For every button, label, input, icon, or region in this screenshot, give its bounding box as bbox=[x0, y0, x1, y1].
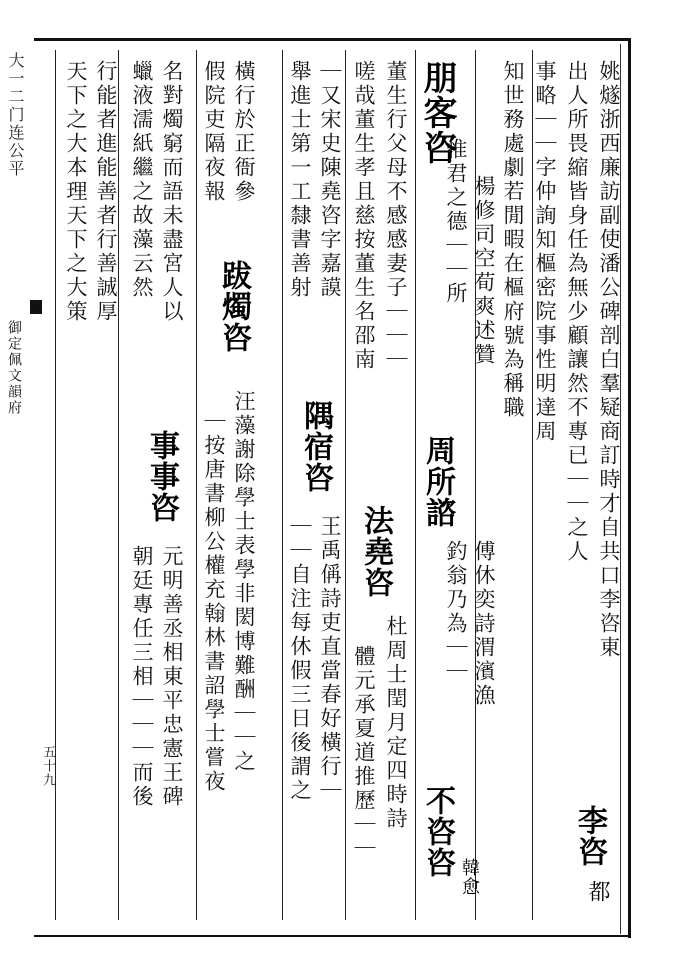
frame-right-rule bbox=[628, 38, 631, 938]
text-column: 元明善丞相東平忠憲王碑 bbox=[160, 545, 184, 809]
headword: 都 bbox=[585, 880, 610, 903]
text-column: 舉進士第一工隸書善射 bbox=[288, 60, 312, 300]
column-divider bbox=[345, 50, 346, 920]
text-column: 知世務處劇若閒暇在樞府號為稱職 bbox=[501, 60, 525, 420]
text-column: 朝廷專任三相｜｜｜而後 bbox=[130, 545, 154, 809]
text-column: 杜周士閏月定四時詩 bbox=[384, 615, 408, 831]
text-column: 董生行父母不感感妻子｜｜｜ bbox=[384, 60, 408, 372]
folio-number: 五十九 bbox=[40, 745, 55, 787]
headword: 朋客咨 bbox=[417, 60, 457, 165]
text-column: ｜｜自注每休假三日後謂之 bbox=[288, 515, 312, 803]
column-divider bbox=[282, 50, 283, 920]
text-column: 傅休奕詩渭濱漁 bbox=[472, 540, 496, 708]
headword: 韓愈 bbox=[459, 858, 480, 896]
frame-bottom-rule bbox=[34, 935, 630, 937]
text-column: 蠟液濡紙繼之故藻云然 bbox=[130, 60, 154, 300]
spine-title: 御定佩文韻府 bbox=[6, 320, 22, 416]
headword: 周所諮 bbox=[420, 435, 455, 528]
text-column: 嗟哉董生孝且慈按董生名邵南 bbox=[352, 60, 376, 372]
fishtail-mark bbox=[30, 300, 42, 314]
spine-header: 大一二门连公平 bbox=[6, 52, 25, 178]
text-column: 假院吏隔夜報 bbox=[202, 60, 226, 204]
text-column: 王禹偁詩吏直當春好橫行｜ bbox=[318, 515, 342, 803]
column-divider bbox=[196, 50, 197, 920]
text-column: 行能者進能善者行善誠厚 bbox=[94, 60, 118, 324]
text-column: 事略｜｜字仲詢知樞密院事性明達周 bbox=[533, 60, 557, 444]
text-column: 楊修司空荀爽述贊 bbox=[472, 175, 496, 367]
headword: 隅宿咨 bbox=[298, 400, 333, 493]
text-column: 惟君之德｜｜所 bbox=[444, 138, 468, 306]
headword: 事事咨 bbox=[144, 430, 179, 523]
text-column: 出人所畏縮皆身任為無少顧讓然不專已｜｜之人 bbox=[565, 60, 589, 564]
headword: 法堯咨 bbox=[358, 505, 393, 598]
headword: 李咨 bbox=[572, 805, 607, 867]
text-column: 橫行於正衙參 bbox=[232, 60, 256, 204]
frame-top-rule bbox=[34, 38, 630, 41]
text-column: ｜又宋史陳堯咨字嘉謨 bbox=[318, 60, 342, 300]
text-column: 汪藻謝除學士表學非閎博難酬｜｜之 bbox=[232, 390, 256, 774]
column-divider bbox=[415, 50, 416, 920]
text-column: ｜按唐書柳公權充翰林書詔學士嘗夜 bbox=[202, 410, 226, 794]
headword: 跋燭咨 bbox=[216, 260, 251, 353]
text-column: 天下之大本理天下之大策 bbox=[64, 60, 88, 324]
headword: 不咨咨 bbox=[420, 785, 455, 878]
text-column: 姚燧浙西廉訪副使潘公碑剖白羣疑商訂時才自共口李咨東 bbox=[597, 60, 621, 660]
text-column: 體元承夏道推歷｜｜ bbox=[352, 645, 376, 861]
text-column: 釣翁乃為｜｜ bbox=[444, 540, 468, 684]
column-divider bbox=[55, 50, 56, 920]
text-column: 名對燭窮而語未盡宮人以 bbox=[160, 60, 184, 324]
